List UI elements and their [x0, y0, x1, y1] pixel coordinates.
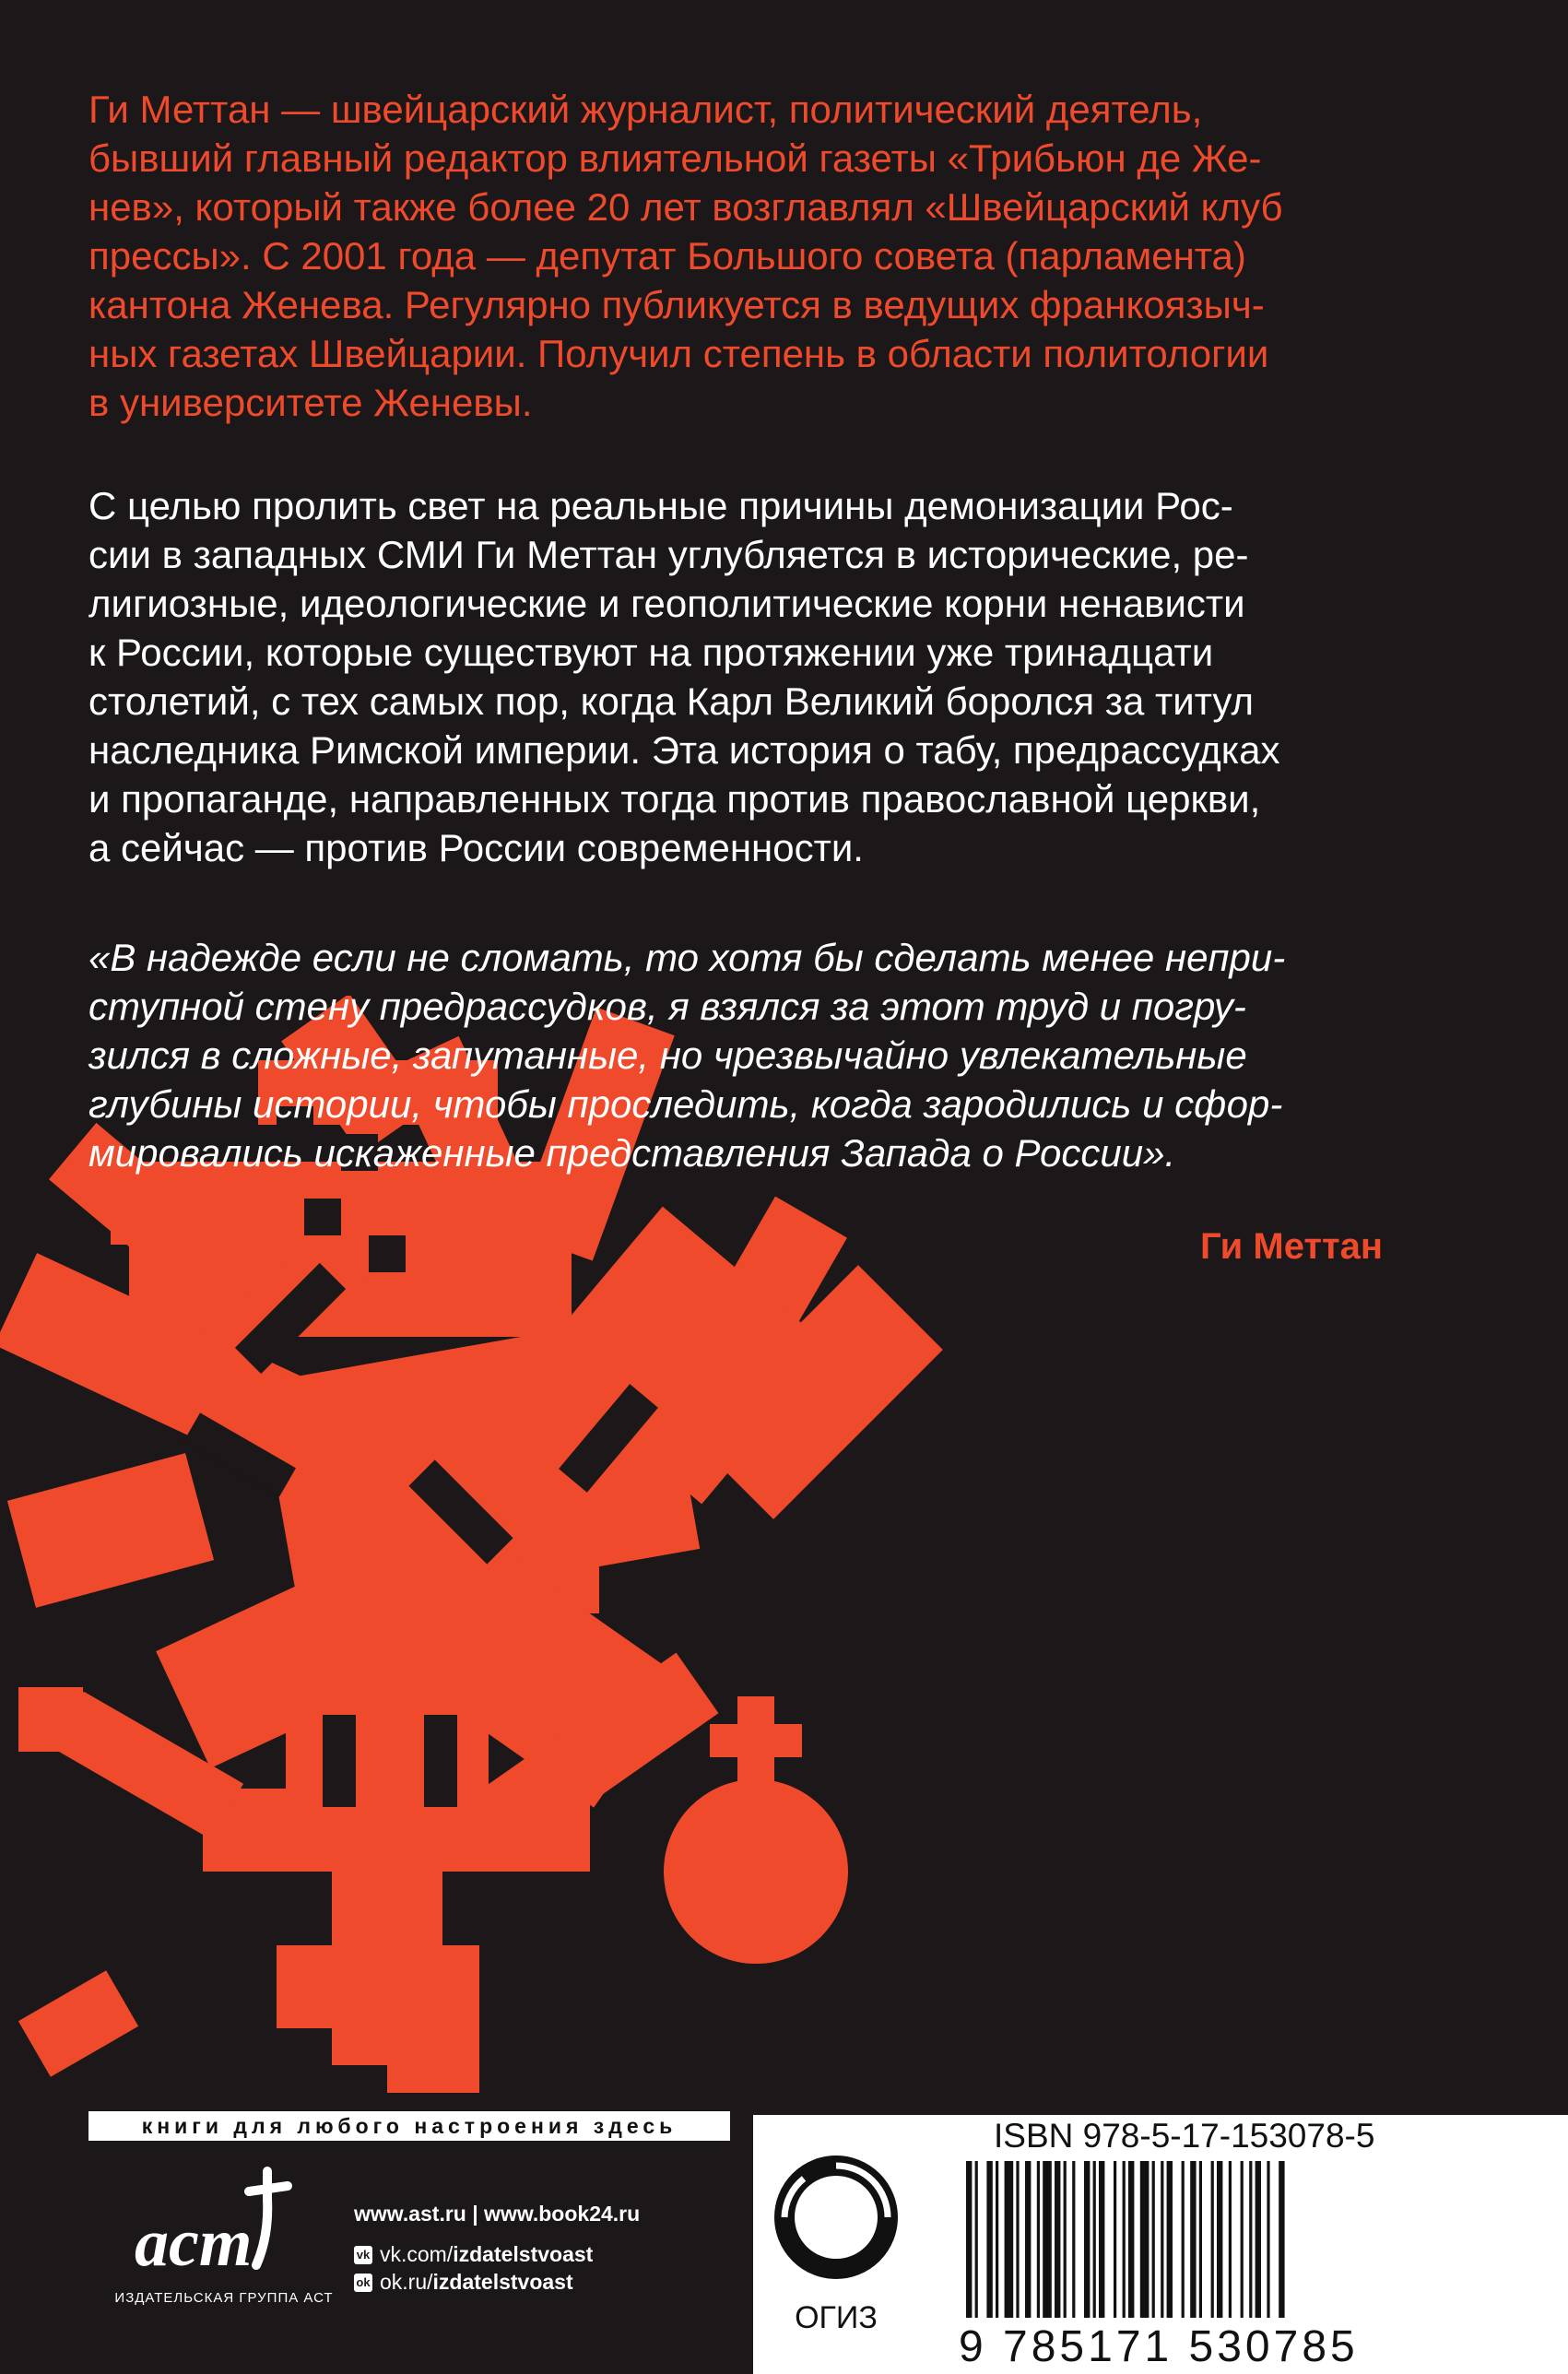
quote-author: Ги Меттан [1199, 1226, 1383, 1267]
barcode-digits: 9 785171 530785 [959, 2322, 1359, 2371]
quote-line: ступной стену предрассудков, я взялся за этот труд и погру- [88, 985, 1246, 1028]
quote-line: «В надежде если не сломать, то хотя бы сделать менее непри- [88, 936, 1286, 979]
ast-logo-text: аст [135, 2205, 253, 2281]
bio-line: нев», который также более 20 лет возглавлял «Швейцарский клуб [88, 185, 1283, 229]
ast-publisher-logo [129, 2162, 313, 2282]
quote-line: глубины истории, чтобы проследить, когда зародились и сфор- [88, 1082, 1283, 1126]
bio-line: прессы». С 2001 года — депутат Большого совета (парламента) [88, 234, 1246, 278]
vk-prefix: vk.com/ [380, 2242, 454, 2266]
vk-handle: izdatelstvoast [453, 2242, 594, 2266]
isbn: ISBN 978-5-17-153078-5 [994, 2117, 1375, 2155]
bio-line: Ги Меттан — швейцарский журналист, политический деятель, [88, 88, 1203, 131]
description-line: С целью пролить свет на реальные причины демонизации Рос- [88, 484, 1233, 527]
description-line: к России, которые существуют на протяжении уже тринадцати [88, 631, 1214, 674]
description-line: а сейчас — против России современности. [88, 826, 864, 869]
ok-prefix: ok.ru/ [380, 2270, 433, 2294]
bio-line: кантона Женева. Регулярно публикуется в ведущих франкоязыч- [88, 283, 1265, 326]
bio-line: бывший главный редактор влиятельной газеты «Трибьюн де Же- [88, 136, 1262, 180]
vk-icon: vk [354, 2246, 372, 2264]
bio-line: в университете Женевы. [88, 381, 533, 424]
ok-link[interactable] [354, 2270, 573, 2295]
bio-line: ных газетах Швейцарии. Получил степень в области политологии [88, 332, 1269, 375]
quote-line: зился в сложные, запутанные, но чрезвычайно увлекательные [88, 1033, 1247, 1077]
book-description [88, 481, 1383, 872]
publisher-websites[interactable]: www.ast.ru | www.book24.ru [354, 2202, 641, 2226]
author-bio [88, 85, 1383, 427]
ok-handle: izdatelstvoast [432, 2270, 573, 2294]
odnoklassniki-icon: ok [354, 2274, 372, 2292]
description-line: столетий, с тех самых пор, когда Карл Великий боролся за титул [88, 679, 1254, 723]
ogiz-imprint-logo [767, 2144, 905, 2356]
author-quote [88, 933, 1383, 1177]
publisher-caption: ИЗДАТЕЛЬСКАЯ ГРУППА АСТ [114, 2290, 334, 2306]
ogiz-logo-text: ОГИЗ [795, 2300, 878, 2335]
quote-line: мировались искаженные представления Запада о России». [88, 1131, 1176, 1175]
barcode [962, 2161, 1382, 2336]
description-line: и пропаганде, направленных тогда против православной церкви, [88, 777, 1261, 821]
description-line: наследника Римской империи. Эта история о табу, предрассудках [88, 728, 1280, 772]
description-line: сии в западных СМИ Ги Меттан углубляется в исторические, ре- [88, 533, 1249, 576]
publisher-slogan: книги для любого настроения здесь [88, 2111, 730, 2141]
vk-link[interactable] [354, 2242, 593, 2267]
description-line: лигиозные, идеологические и геополитические корни ненависти [88, 582, 1245, 625]
